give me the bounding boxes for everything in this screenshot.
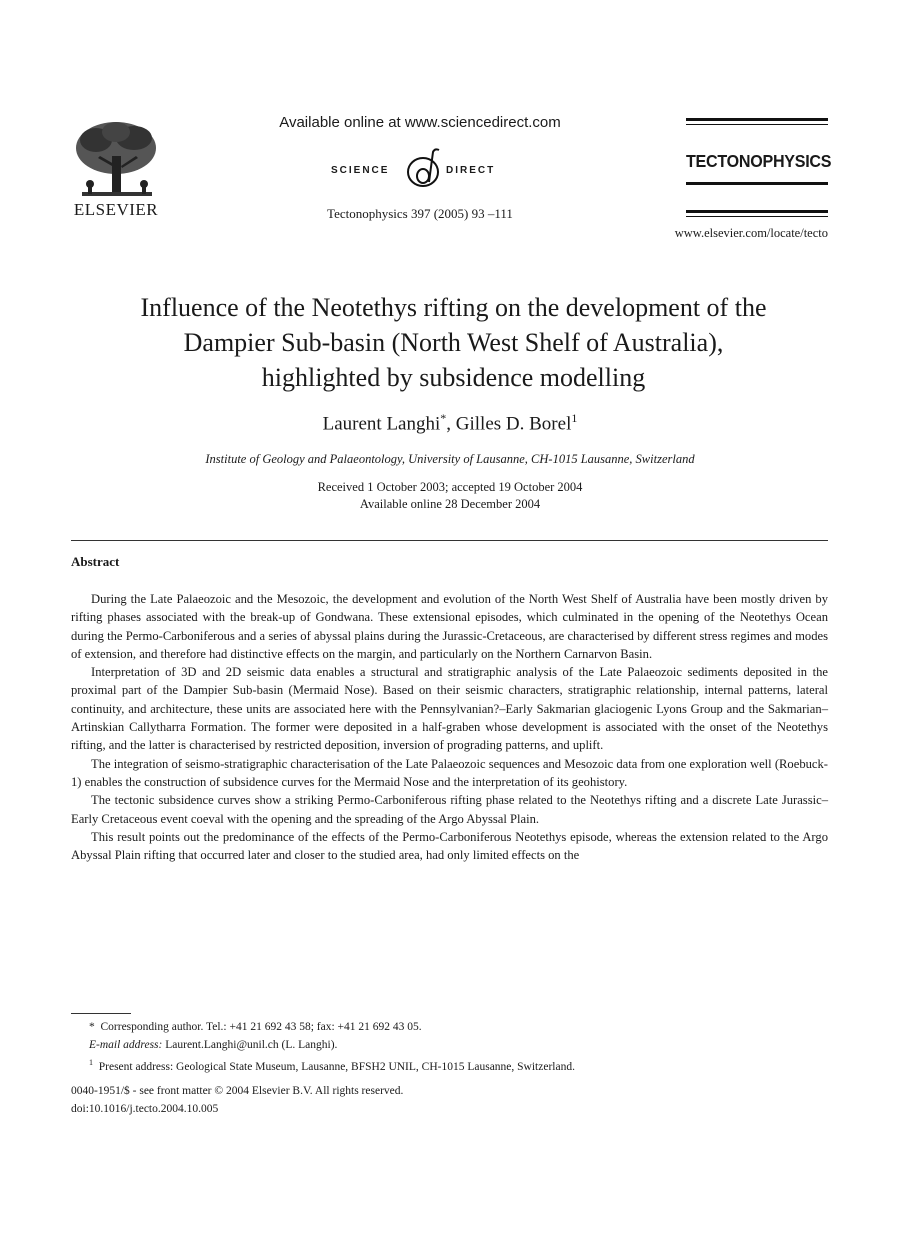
email-link[interactable]: Laurent.Langhi@unil.ch (L. Langhi). (165, 1038, 338, 1051)
email-label: E-mail address: (89, 1038, 163, 1051)
author-name: Gilles D. Borel (455, 413, 572, 435)
abstract-paragraph: The integration of seismo-stratigraphic characterisation of the Late Palaeozoic sequences and Mesozoic data from one exploration well (Roebuck-1) enables the construction of subsidence curves for the Mermaid Nose and the interpretation of its geohistory. (71, 756, 828, 789)
abstract-body (71, 590, 828, 864)
journal-url-link[interactable]: www.elsevier.com/locate/tecto (674, 226, 828, 240)
publisher-name: ELSEVIER (73, 200, 159, 219)
abstract-heading: Abstract (71, 554, 120, 569)
journal-rule (686, 118, 828, 121)
corresponding-author-mark[interactable]: * (440, 411, 447, 425)
footnote-mark: 1 (89, 1058, 93, 1067)
copyright-block (71, 1082, 828, 1118)
footnote-email (71, 1037, 828, 1055)
abstract-paragraph: This result points out the predominance of the effects of the Permo-Carboniferous Neotethys episode, whereas the extension related to the Argo Abyssal Plain rifting that occurred later and closer to the studied area, had only limited effects on the (71, 829, 828, 863)
sciencedirect-d-icon (405, 148, 445, 192)
footnote-text: Corresponding author. Tel.: +41 21 692 43 58; fax: +41 21 692 43 05. (100, 1021, 422, 1033)
abstract-paragraph: Interpretation of 3D and 2D seismic data enables a structural and stratigraphic analysis of the Late Palaeozoic sediments deposited in the proximal part of the Dampier Sub-basin (Mermaid Nose). Based on their seismic characters, stratigraphic relationship, internal patterns, lateral continuity, and architecture, these units are associated here with the Pennsylvanian?–Early Sakmarian glaciogenic Lyons Group and the Sakmarian–Artinskian Callytharra Formation. The former were deposited in a half-graben whose development is associated with the onset of the Neotethys rifting, and the latter is characterised by restricted deposition, inversion of prograding patterns, and uplift. (71, 665, 828, 753)
journal-rule (686, 216, 828, 217)
footnote-text: Present address: Geological State Museum, Lausanne, BFSH2 UNIL, CH-1015 Lausanne, Switzerland. (98, 1060, 575, 1073)
footnote-divider (71, 1013, 131, 1014)
journal-rule (686, 182, 828, 185)
sciencedirect-logo-right: DIRECT (446, 165, 496, 176)
journal-rule (686, 210, 828, 213)
affiliation: Institute of Geology and Palaeontology, University of Lausanne, CH-1015 Lausanne, Switzerland (205, 452, 695, 466)
abstract-paragraph: The tectonic subsidence curves show a striking Permo-Carboniferous rifting phase related to the Neotethys rifting and a discrete Late Jurassic–Early Cretaceous event coeval with the opening and the spreading of the Argo Abyssal Plain. (71, 793, 828, 826)
available-online-text[interactable]: Available online at www.sciencedirect.com (279, 114, 561, 131)
footnote-corresponding (71, 1019, 828, 1037)
section-divider (71, 540, 828, 541)
issn-copyright: 0040-1951/$ - see front matter © 2004 Elsevier B.V. All rights reserved. (71, 1085, 404, 1097)
article-title (60, 290, 847, 395)
journal-name: TECTONOPHYSICS (686, 151, 832, 171)
title-line: Dampier Sub-basin (North West Shelf of Australia), (183, 328, 724, 357)
title-line: Influence of the Neotethys rifting on the development of the (140, 293, 767, 322)
title-line: highlighted by subsidence modelling (261, 363, 646, 392)
author-separator: , (446, 413, 456, 435)
abstract-paragraph: During the Late Palaeozoic and the Mesozoic, the development and evolution of the North West Shelf of Australia have been mostly driven by rifting phases associated with the break-up of Gondwana. These extensional episodes, which culminated in the opening of the Neotethys Ocean during the Permo-Carboniferous and a series of abyssal plains during the Jurassic-Cretaceous, are characterised by different stress regimes and modes of extension, and therefore had distinctive effects on the margin, and particularly on the Northern Carnarvon Basin. (71, 592, 828, 661)
footnote-mark[interactable]: 1 (571, 411, 578, 425)
footnote-mark: * (89, 1021, 95, 1033)
sciencedirect-logo-left: SCIENCE (331, 165, 390, 176)
article-dates (100, 479, 800, 513)
journal-rule (686, 124, 828, 125)
footnote-present-address (71, 1054, 828, 1076)
doi-link[interactable]: doi:10.1016/j.tecto.2004.10.005 (71, 1103, 219, 1115)
author-name: Laurent Langhi (322, 413, 441, 435)
journal-citation: Tectonophysics 397 (2005) 93 –111 (327, 206, 513, 221)
received-date: Received 1 October 2003; accepted 19 October 2004 (317, 480, 583, 494)
author-list (100, 411, 800, 435)
online-date: Available online 28 December 2004 (359, 497, 541, 511)
footnotes (71, 1019, 828, 1076)
